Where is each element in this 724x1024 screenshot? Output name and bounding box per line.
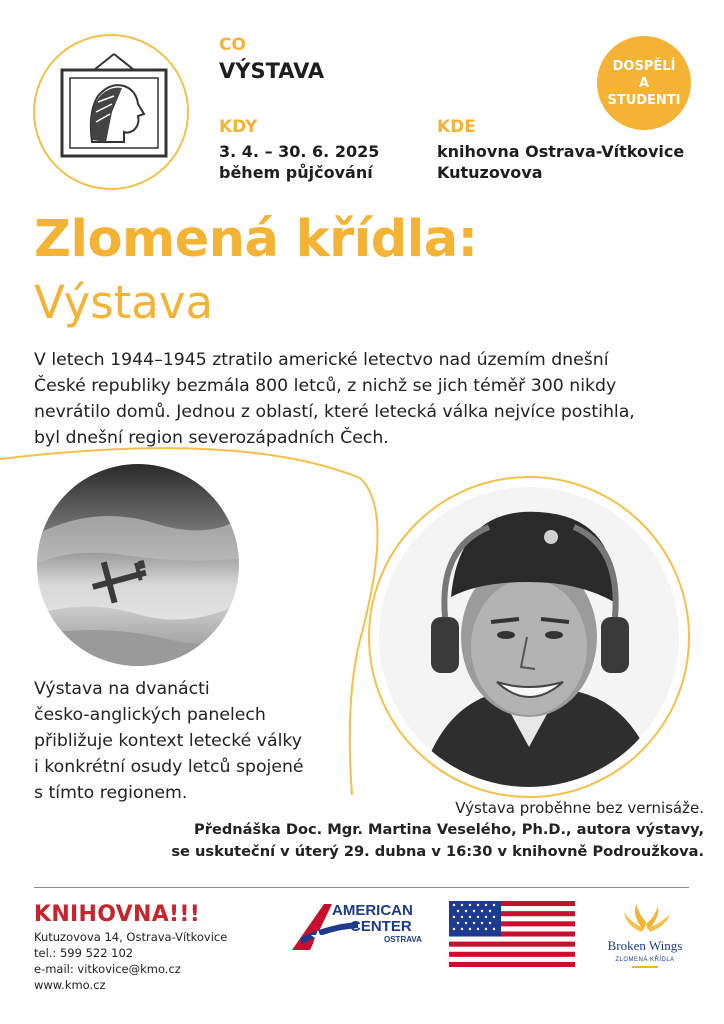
contact-address: Kutuzovova 14, Ostrava-Vítkovice [34,930,228,944]
no-vernisage-note: Výstava proběhne bez vernisáže. [455,799,704,817]
kde-label: KDE [437,117,476,137]
panel-line: přibližuje kontext letecké války [34,731,303,751]
contact-info [34,929,227,993]
contact-email: e-mail: vitkovice@kmo.cz [34,962,181,976]
ac-line2: CENTER [350,918,412,935]
panel-line: česko-anglických panelech [34,705,266,725]
ac-line1: AMERICAN [332,902,413,919]
kdy-value [219,141,379,183]
lecture-line: se uskuteční v úterý 29. dubna v 16:30 v knihovně Podroužkova. [171,843,704,860]
lecture-note [14,819,704,863]
intro-line: České republiky bezmála 800 letců, z nichž se jich téměř 300 nikdy [34,376,617,396]
panel-line: Výstava na dvanácti [34,679,210,699]
badge-line: DOSPĚLÍ [612,58,676,74]
intro-paragraph [34,347,706,451]
panel-line: s tímto regionem. [34,783,188,803]
panel-description [34,676,354,806]
library-logo: KNIHOVNA!!! [34,902,201,927]
intro-line: byl dnešní region severozápadních Čech. [34,428,389,448]
bw-subtitle: ZLOMENÁ KŘÍDLA [615,957,675,963]
kde-line: knihovna Ostrava-Vítkovice [437,142,685,161]
ac-line3: OSTRAVA [384,935,422,944]
co-value: VÝSTAVA [219,59,325,83]
panel-line: i konkrétní osudy letců spojené [34,757,304,777]
contact-phone: tel.: 599 522 102 [34,946,134,960]
kde-value [437,141,684,183]
framed-portrait-icon [58,52,170,160]
page-title: Zlomená křídla: [34,210,478,269]
contact-website: www.kmo.cz [34,978,106,992]
us-flag-icon [449,901,575,967]
pilot-portrait-photo [379,487,679,787]
badge-line: A [638,75,650,91]
intro-line: V letech 1944–1945 ztratilo americké letectvo nad územím dnešní [34,350,609,370]
page-subtitle: Výstava [34,276,214,329]
broken-wings-logo [602,900,688,976]
bw-title: Broken Wings [607,938,683,953]
kde-line: Kutuzovova [437,163,543,182]
kdy-line: během půjčování [219,163,373,182]
audience-badge [597,36,691,130]
kdy-label: KDY [219,117,258,137]
kdy-line: 3. 4. – 30. 6. 2025 [219,142,380,161]
american-center-logo [288,898,428,954]
co-label: CO [219,35,246,55]
badge-line: STUDENTI [607,92,681,108]
footer-divider [34,887,689,888]
lecture-line: Přednáška Doc. Mgr. Martina Veselého, Ph.D., autora výstavy, [194,821,704,838]
intro-line: nevrátilo domů. Jednou z oblastí, které letecká válka nejvíce postihla, [34,402,635,422]
airplane-photo [37,464,239,666]
